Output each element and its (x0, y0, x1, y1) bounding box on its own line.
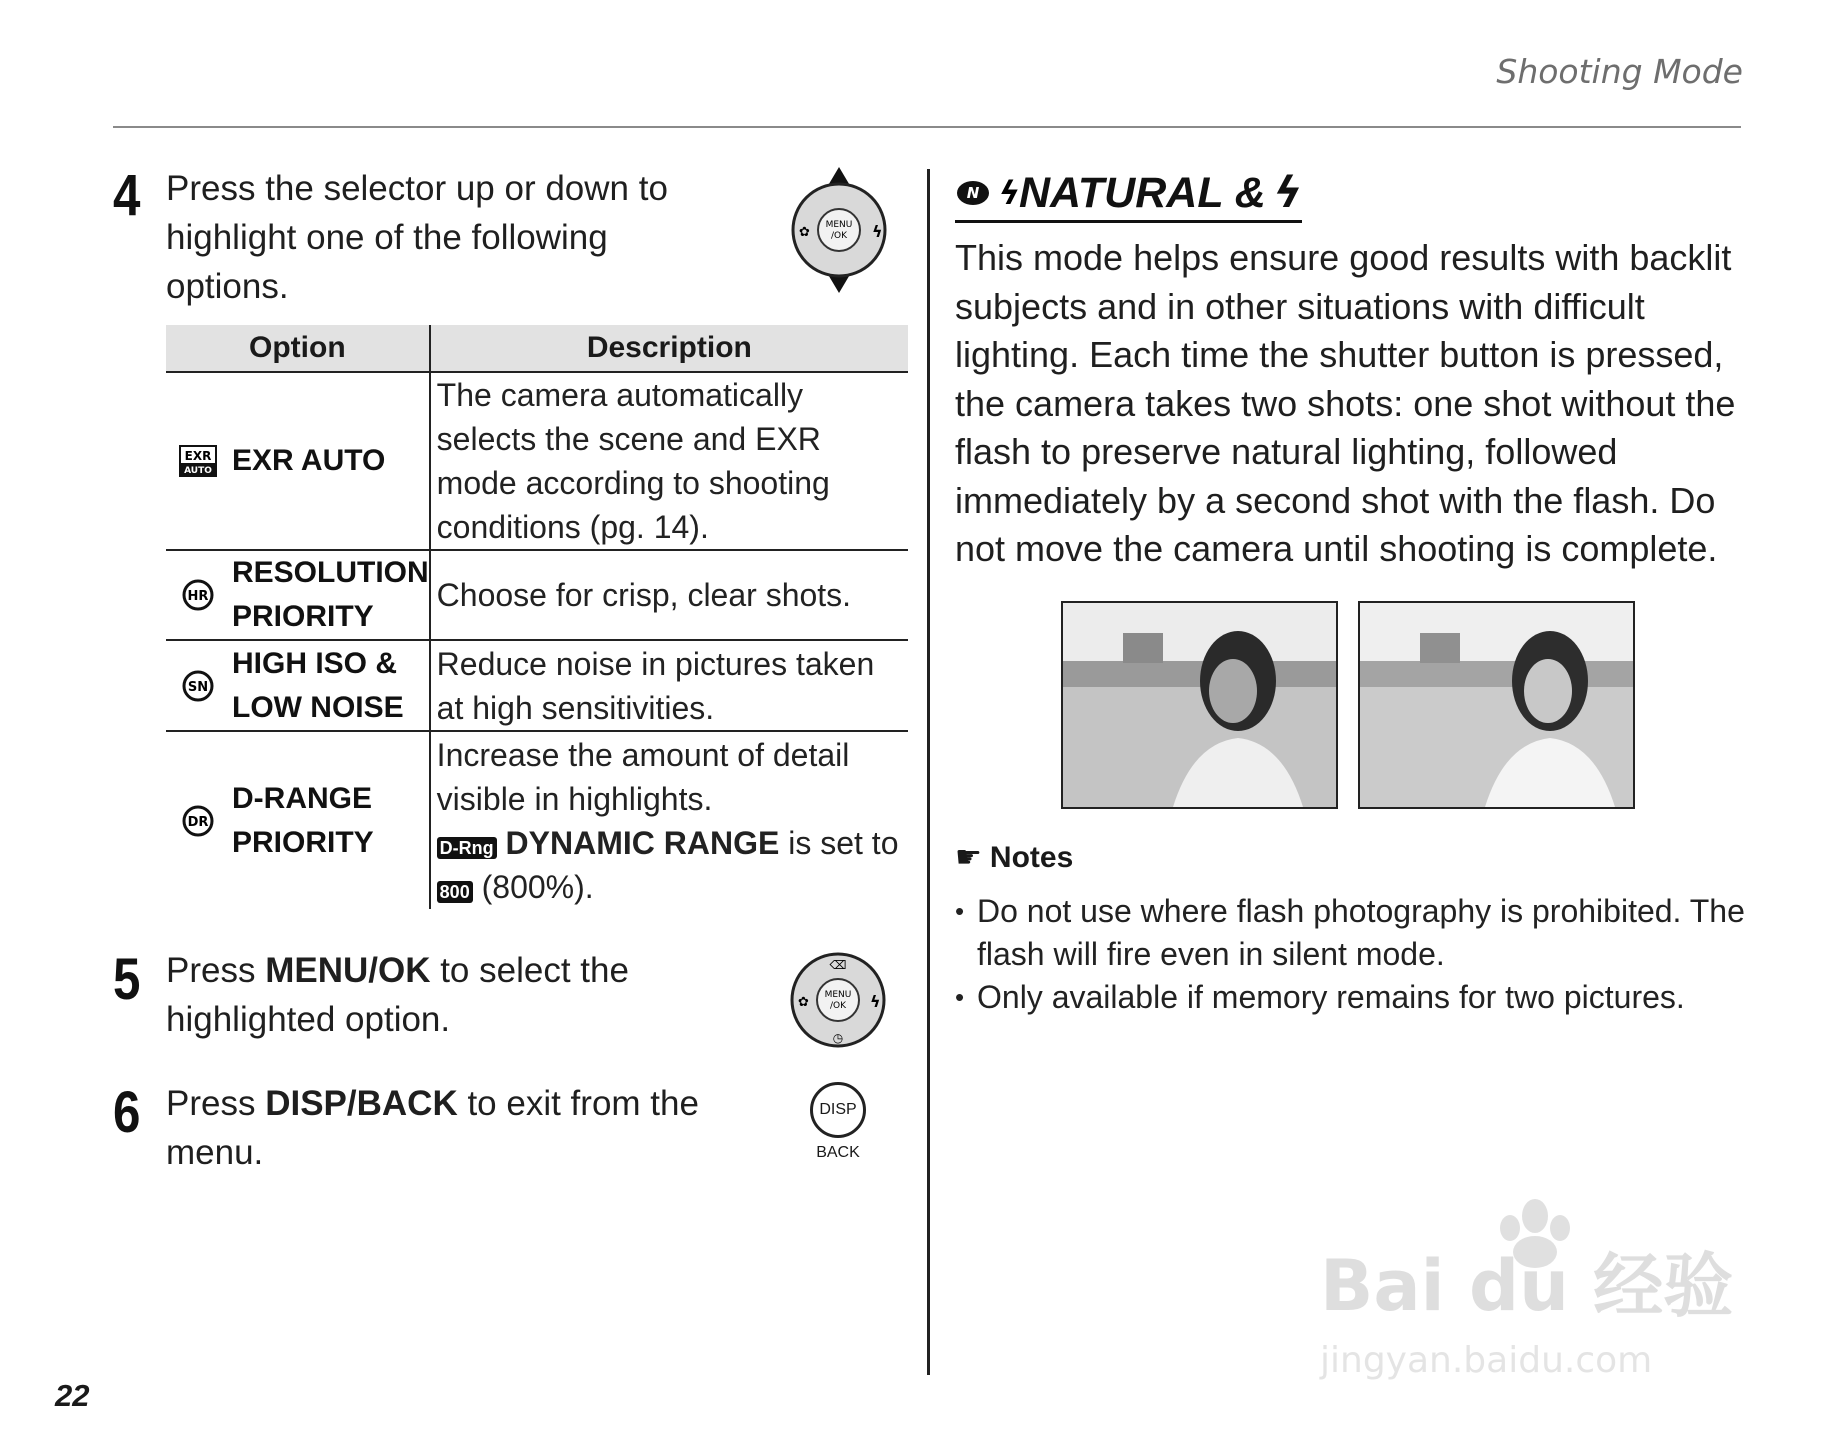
flash-icon: ϟ (1273, 168, 1303, 218)
table-header-option: Option (166, 325, 430, 372)
svg-text:ϟ: ϟ (870, 992, 881, 1011)
description-text: Increase the amount of detail visible in highlights. (436, 736, 850, 817)
option-label: EXR AUTO (232, 444, 386, 477)
watermark-brand: Bai du 经验 (1320, 1245, 1734, 1327)
svg-text:MENU: MENU (824, 990, 852, 1000)
step-4-text: Press the selector up or down to highlight one of the following options. (166, 169, 668, 306)
disp-back-button-icon (800, 1082, 876, 1162)
disp-label: DISP (810, 1082, 866, 1138)
section-body: This mode helps ensure good results with backlit subjects and in other situations with difficult lighting. Each time the shutter button is pressed, the camera takes two shots: one shot without the flash to preserve natural lighting, followed immediately by a second shot with the flash. Do not move the camera until shooting is complete. (955, 237, 1736, 569)
sample-photo-without-flash (1061, 601, 1338, 809)
dynamic-range-label: DYNAMIC RANGE (505, 824, 780, 861)
baidu-watermark (1310, 1190, 1750, 1390)
option-description: Choose for crisp, clear shots. (430, 550, 908, 640)
step-5-number: 5 (113, 947, 141, 1012)
svg-text:DR: DR (187, 814, 209, 830)
disp-back-label: DISP/BACK (265, 1084, 458, 1123)
option-label: RESOLUTION PRIORITY (232, 556, 429, 633)
table-row (166, 550, 908, 640)
step-text-part: Press (166, 1084, 266, 1123)
svg-text:N: N (966, 184, 980, 202)
step-text-part: Press (166, 951, 266, 990)
options-table (166, 325, 908, 909)
notes-title (955, 840, 1073, 875)
step-6-text (166, 1079, 726, 1177)
hr-icon (176, 578, 220, 612)
svg-text:⌫: ⌫ (829, 958, 847, 972)
exr-auto-icon (176, 445, 220, 477)
description-text: (800%). (481, 868, 594, 905)
natural-mode-icon (955, 174, 1021, 212)
notes-title-text: Notes (989, 840, 1074, 874)
svg-text:MENU: MENU (825, 220, 853, 230)
selector-menu-ok-icon (788, 950, 888, 1050)
sn-icon (176, 669, 220, 703)
option-description: The camera automatically selects the scene and EXR mode according to shooting conditions (pg. 14). (430, 372, 908, 550)
notes-list (955, 890, 1755, 1019)
option-label: D-RANGE PRIORITY (232, 781, 374, 859)
svg-text:AUTO: AUTO (184, 466, 212, 476)
section-heading (955, 168, 1302, 223)
svg-text:EXR: EXR (184, 449, 212, 463)
svg-text:/OK: /OK (830, 231, 848, 241)
back-label: BACK (816, 1144, 860, 1161)
step-text-part: to select the highlighted option. (166, 951, 629, 1039)
svg-text:ϟ: ϟ (872, 222, 883, 241)
header-rule (113, 126, 1741, 128)
drng-badge: D-Rng (437, 837, 497, 859)
description-text: is set to (788, 824, 899, 861)
svg-text:SN: SN (187, 679, 209, 695)
svg-text:✿: ✿ (798, 995, 809, 1010)
watermark-url: jingyan.baidu.com (1320, 1340, 1653, 1381)
menu-ok-label: MENU/OK (265, 951, 431, 990)
svg-text:/OK: /OK (829, 1001, 847, 1011)
step-5-text (166, 946, 726, 1044)
column-divider (927, 169, 930, 1375)
sample-photo-with-flash (1358, 601, 1635, 809)
svg-text:HR: HR (187, 589, 209, 604)
step-4-number: 4 (113, 163, 141, 228)
svg-text:ϟ: ϟ (999, 174, 1021, 212)
dr800-badge: 800 (437, 881, 473, 903)
table-row (166, 731, 908, 909)
page-header-title: Shooting Mode (1496, 52, 1743, 91)
svg-text:◷: ◷ (832, 1031, 844, 1045)
selector-up-down-icon (784, 165, 894, 295)
step-text-part: to exit from the menu. (166, 1084, 699, 1172)
table-row (166, 640, 908, 731)
option-label: HIGH ISO & LOW NOISE (232, 646, 404, 724)
svg-text:✿: ✿ (799, 225, 810, 240)
pointing-hand-icon: ☛ (955, 840, 982, 875)
section-heading-text: NATURAL & (1019, 168, 1266, 217)
step-6-number: 6 (113, 1080, 141, 1145)
table-header-description: Description (430, 325, 908, 372)
option-description: Reduce noise in pictures taken at high sensitivities. (430, 640, 908, 731)
note-item: • Only available if memory remains for two pictures. (955, 976, 1755, 1019)
option-description-drange (430, 731, 908, 909)
table-row (166, 372, 908, 550)
page-number: 22 (55, 1378, 90, 1413)
note-item: • Do not use where flash photography is prohibited. The flash will fire even in silent mode. (955, 890, 1755, 976)
dr-icon (176, 804, 220, 838)
